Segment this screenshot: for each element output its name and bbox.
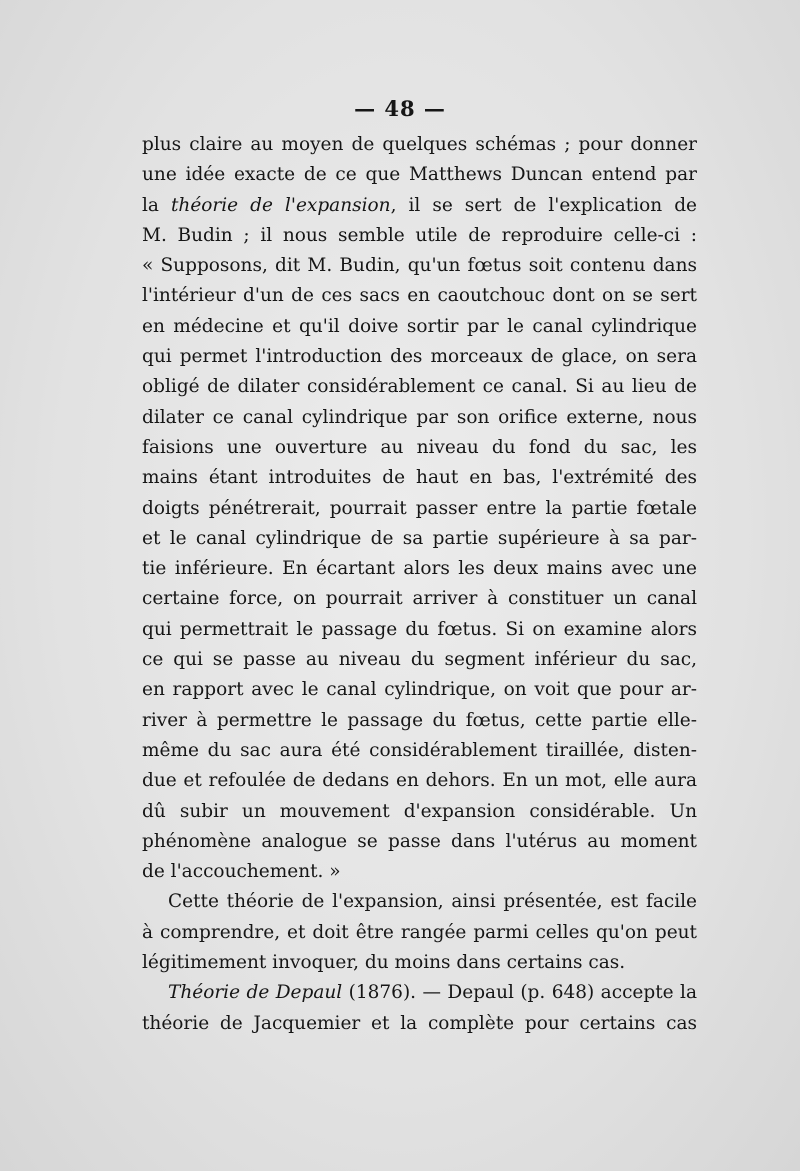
text-segment: dû subir un mouvement d'expansion considérable. Un: [142, 800, 697, 822]
text-line: [142, 221, 697, 251]
body-text: [142, 130, 697, 1039]
text-line: [142, 130, 697, 160]
text-segment: qui permet l'introduction des morceaux de glace, on sera: [142, 346, 697, 368]
text-segment: plus claire au moyen de quelques schémas ; pour donner: [142, 134, 697, 155]
text-line: [142, 342, 697, 372]
text-segment: (1876). — Depaul (p. 648) accepte la: [342, 982, 697, 1004]
text-line: [142, 1009, 697, 1039]
text-segment: tie inférieure. En écartant alors les deux mains avec une: [142, 558, 697, 580]
text-line: [142, 554, 697, 584]
text-segment: Cette théorie de l'expansion, ainsi présentée, est facile: [168, 891, 697, 913]
text-line: [142, 887, 697, 917]
text-segment: doigts pénétrerait, pourrait passer entre la partie fœtale: [142, 497, 697, 519]
text-line: [142, 615, 697, 645]
text-line: [142, 978, 697, 1008]
italic-text: Théorie de Depaul: [168, 982, 343, 1004]
text-segment: , il se sert de l'explication de: [390, 194, 697, 216]
text-segment: river à permettre le passage du fœtus, cette partie elle-: [142, 709, 697, 731]
text-segment: due et refoulée de dedans en dehors. En un mot, elle aura: [142, 770, 697, 792]
text-line: [142, 736, 697, 766]
text-line: [142, 281, 697, 311]
text-line: [142, 191, 697, 221]
text-segment: faisions une ouverture au niveau du fond du sac, les: [142, 436, 697, 458]
text-segment: la: [142, 194, 171, 216]
text-line: [142, 706, 697, 736]
text-segment: mains étant introduites de haut en bas, l'extrémité des: [142, 467, 697, 489]
text-segment: et le canal cylindrique de sa partie supérieure à sa par-: [142, 527, 697, 549]
text-line: [142, 645, 697, 675]
text-line: [142, 372, 697, 402]
text-segment: l'intérieur d'un de ces sacs en caoutchouc dont on se sert: [142, 285, 697, 307]
text-line: [142, 584, 697, 614]
text-segment: phénomène analogue se passe dans l'utérus au moment: [142, 830, 697, 852]
text-segment: « Supposons, dit M. Budin, qu'un fœtus soit contenu dans: [142, 255, 697, 277]
text-segment: dilater ce canal cylindrique par son orifice externe, nous: [142, 406, 697, 428]
text-line: [142, 403, 697, 433]
text-line: [142, 857, 697, 887]
text-line: [142, 312, 697, 342]
text-segment: légitimement invoquer, du moins dans certains cas.: [142, 952, 626, 974]
text-segment: en médecine et qu'il doive sortir par le canal cylindrique: [142, 315, 697, 337]
text-segment: en rapport avec le canal cylindrique, on voit que pour ar-: [142, 679, 697, 701]
text-line: [142, 524, 697, 554]
text-segment: théorie de Jacquemier et la complète pour certains cas: [142, 1012, 697, 1034]
text-segment: obligé de dilater considérablement ce canal. Si au lieu de: [142, 376, 697, 398]
text-segment: même du sac aura été considérablement tiraillée, disten-: [142, 739, 697, 761]
text-line: [142, 675, 697, 705]
text-line: [142, 494, 697, 524]
text-line: [142, 251, 697, 281]
text-segment: à comprendre, et doit être rangée parmi celles qu'on peut: [142, 921, 697, 943]
text-line: [142, 160, 697, 190]
text-line: [142, 463, 697, 493]
text-line: [142, 948, 697, 978]
text-segment: certaine force, on pourrait arriver à constituer un canal: [142, 588, 697, 610]
text-line: [142, 766, 697, 796]
text-line: [142, 827, 697, 857]
text-segment: une idée exacte de ce que Matthews Duncan entend par: [142, 164, 697, 186]
text-segment: M. Budin ; il nous semble utile de reproduire celle-ci :: [142, 224, 697, 246]
text-line: [142, 797, 697, 827]
page-number: — 48 —: [354, 96, 446, 121]
text-segment: de l'accouchement. »: [142, 861, 341, 883]
text-line: [142, 433, 697, 463]
text-segment: qui permettrait le passage du fœtus. Si on examine alors: [142, 618, 697, 640]
text-segment: ce qui se passe au niveau du segment inférieur du sac,: [142, 649, 697, 671]
italic-text: théorie de l'expansion: [170, 194, 391, 216]
text-line: [142, 918, 697, 948]
